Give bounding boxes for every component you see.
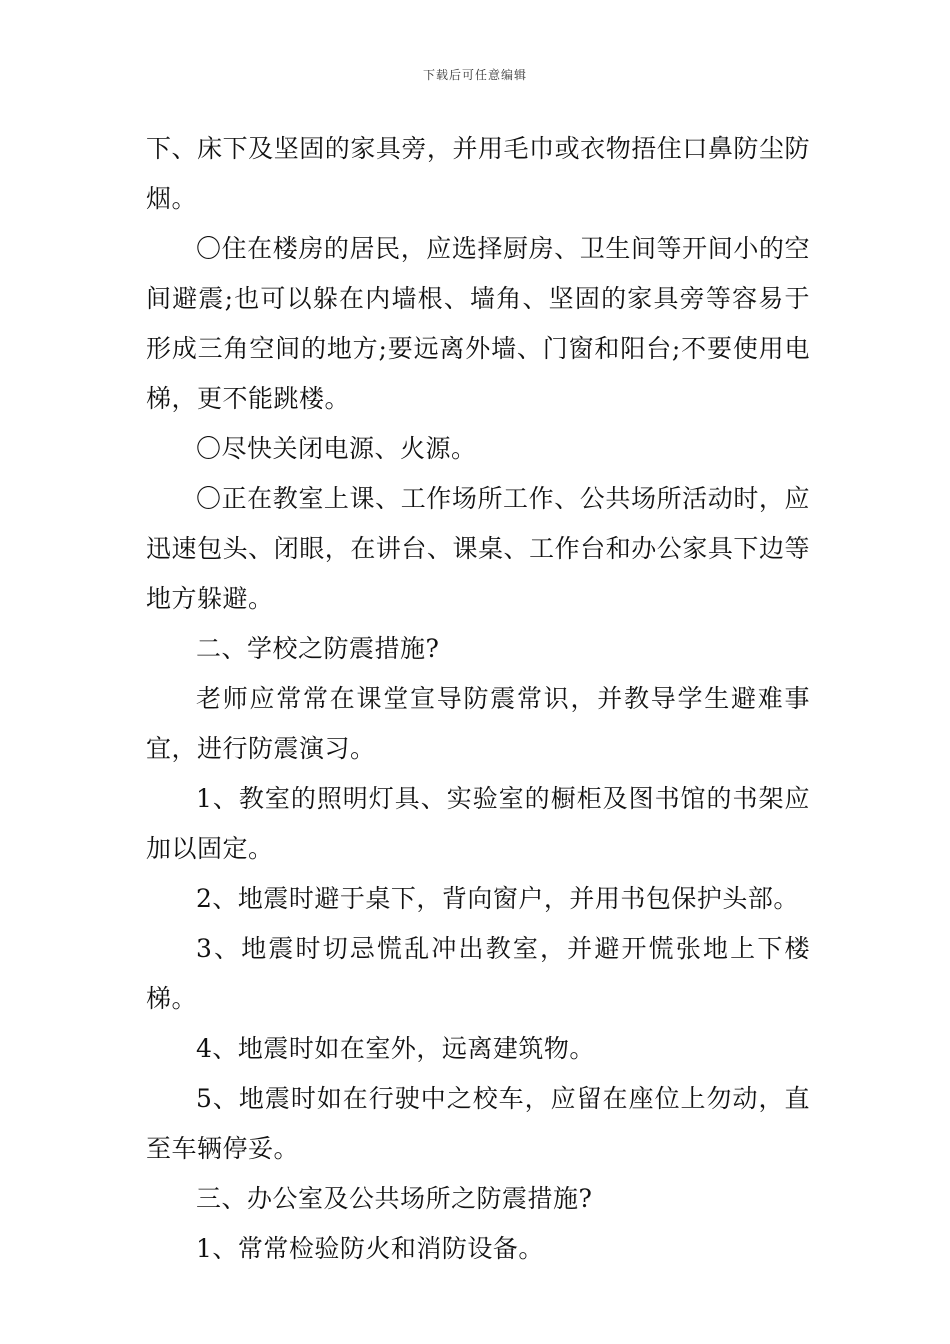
paragraph-2: 〇住在楼房的居民，应选择厨房、卫生间等开间小的空间避震;也可以躲在内墙根、墙角、坚固的家具旁等容易于形成三角空间的地方;要远离外墙、门窗和阳台;不要使用电梯，更不能跳楼。 xyxy=(146,234,810,413)
paragraph-6: 老师应常常在课堂宣导防震常识，并教导学生避难事宜，进行防震演习。 xyxy=(146,684,810,763)
list-item-2: 2、地震时避于桌下，背向窗户，并用书包保护头部。 xyxy=(196,884,799,913)
document-body xyxy=(146,124,810,1274)
section-heading-school: 二、学校之防震措施? xyxy=(196,634,440,663)
list-item-4: 4、地震时如在室外，远离建筑物。 xyxy=(196,1034,595,1063)
list-item-1: 1、教室的照明灯具、实验室的橱柜及图书馆的书架应加以固定。 xyxy=(146,784,810,863)
list-item-5: 5、地震时如在行驶中之校车，应留在座位上勿动，直至车辆停妥。 xyxy=(146,1084,810,1163)
page-header: 下载后可任意编辑 xyxy=(422,68,527,82)
paragraph-1: 下、床下及坚固的家具旁，并用毛巾或衣物捂住口鼻防尘防烟。 xyxy=(146,134,810,213)
paragraph-4: 〇正在教室上课、工作场所工作、公共场所活动时，应迅速包头、闭眼，在讲台、课桌、工作台和办公家具下边等地方躲避。 xyxy=(146,484,810,613)
list-item-3: 3、地震时切忌慌乱冲出教室，并避开慌张地上下楼梯。 xyxy=(146,934,810,1013)
section-heading-office: 三、办公室及公共场所之防震措施? xyxy=(196,1184,593,1213)
office-list-item-1: 1、常常检验防火和消防设备。 xyxy=(196,1234,544,1263)
paragraph-3: 〇尽快关闭电源、火源。 xyxy=(196,434,477,463)
